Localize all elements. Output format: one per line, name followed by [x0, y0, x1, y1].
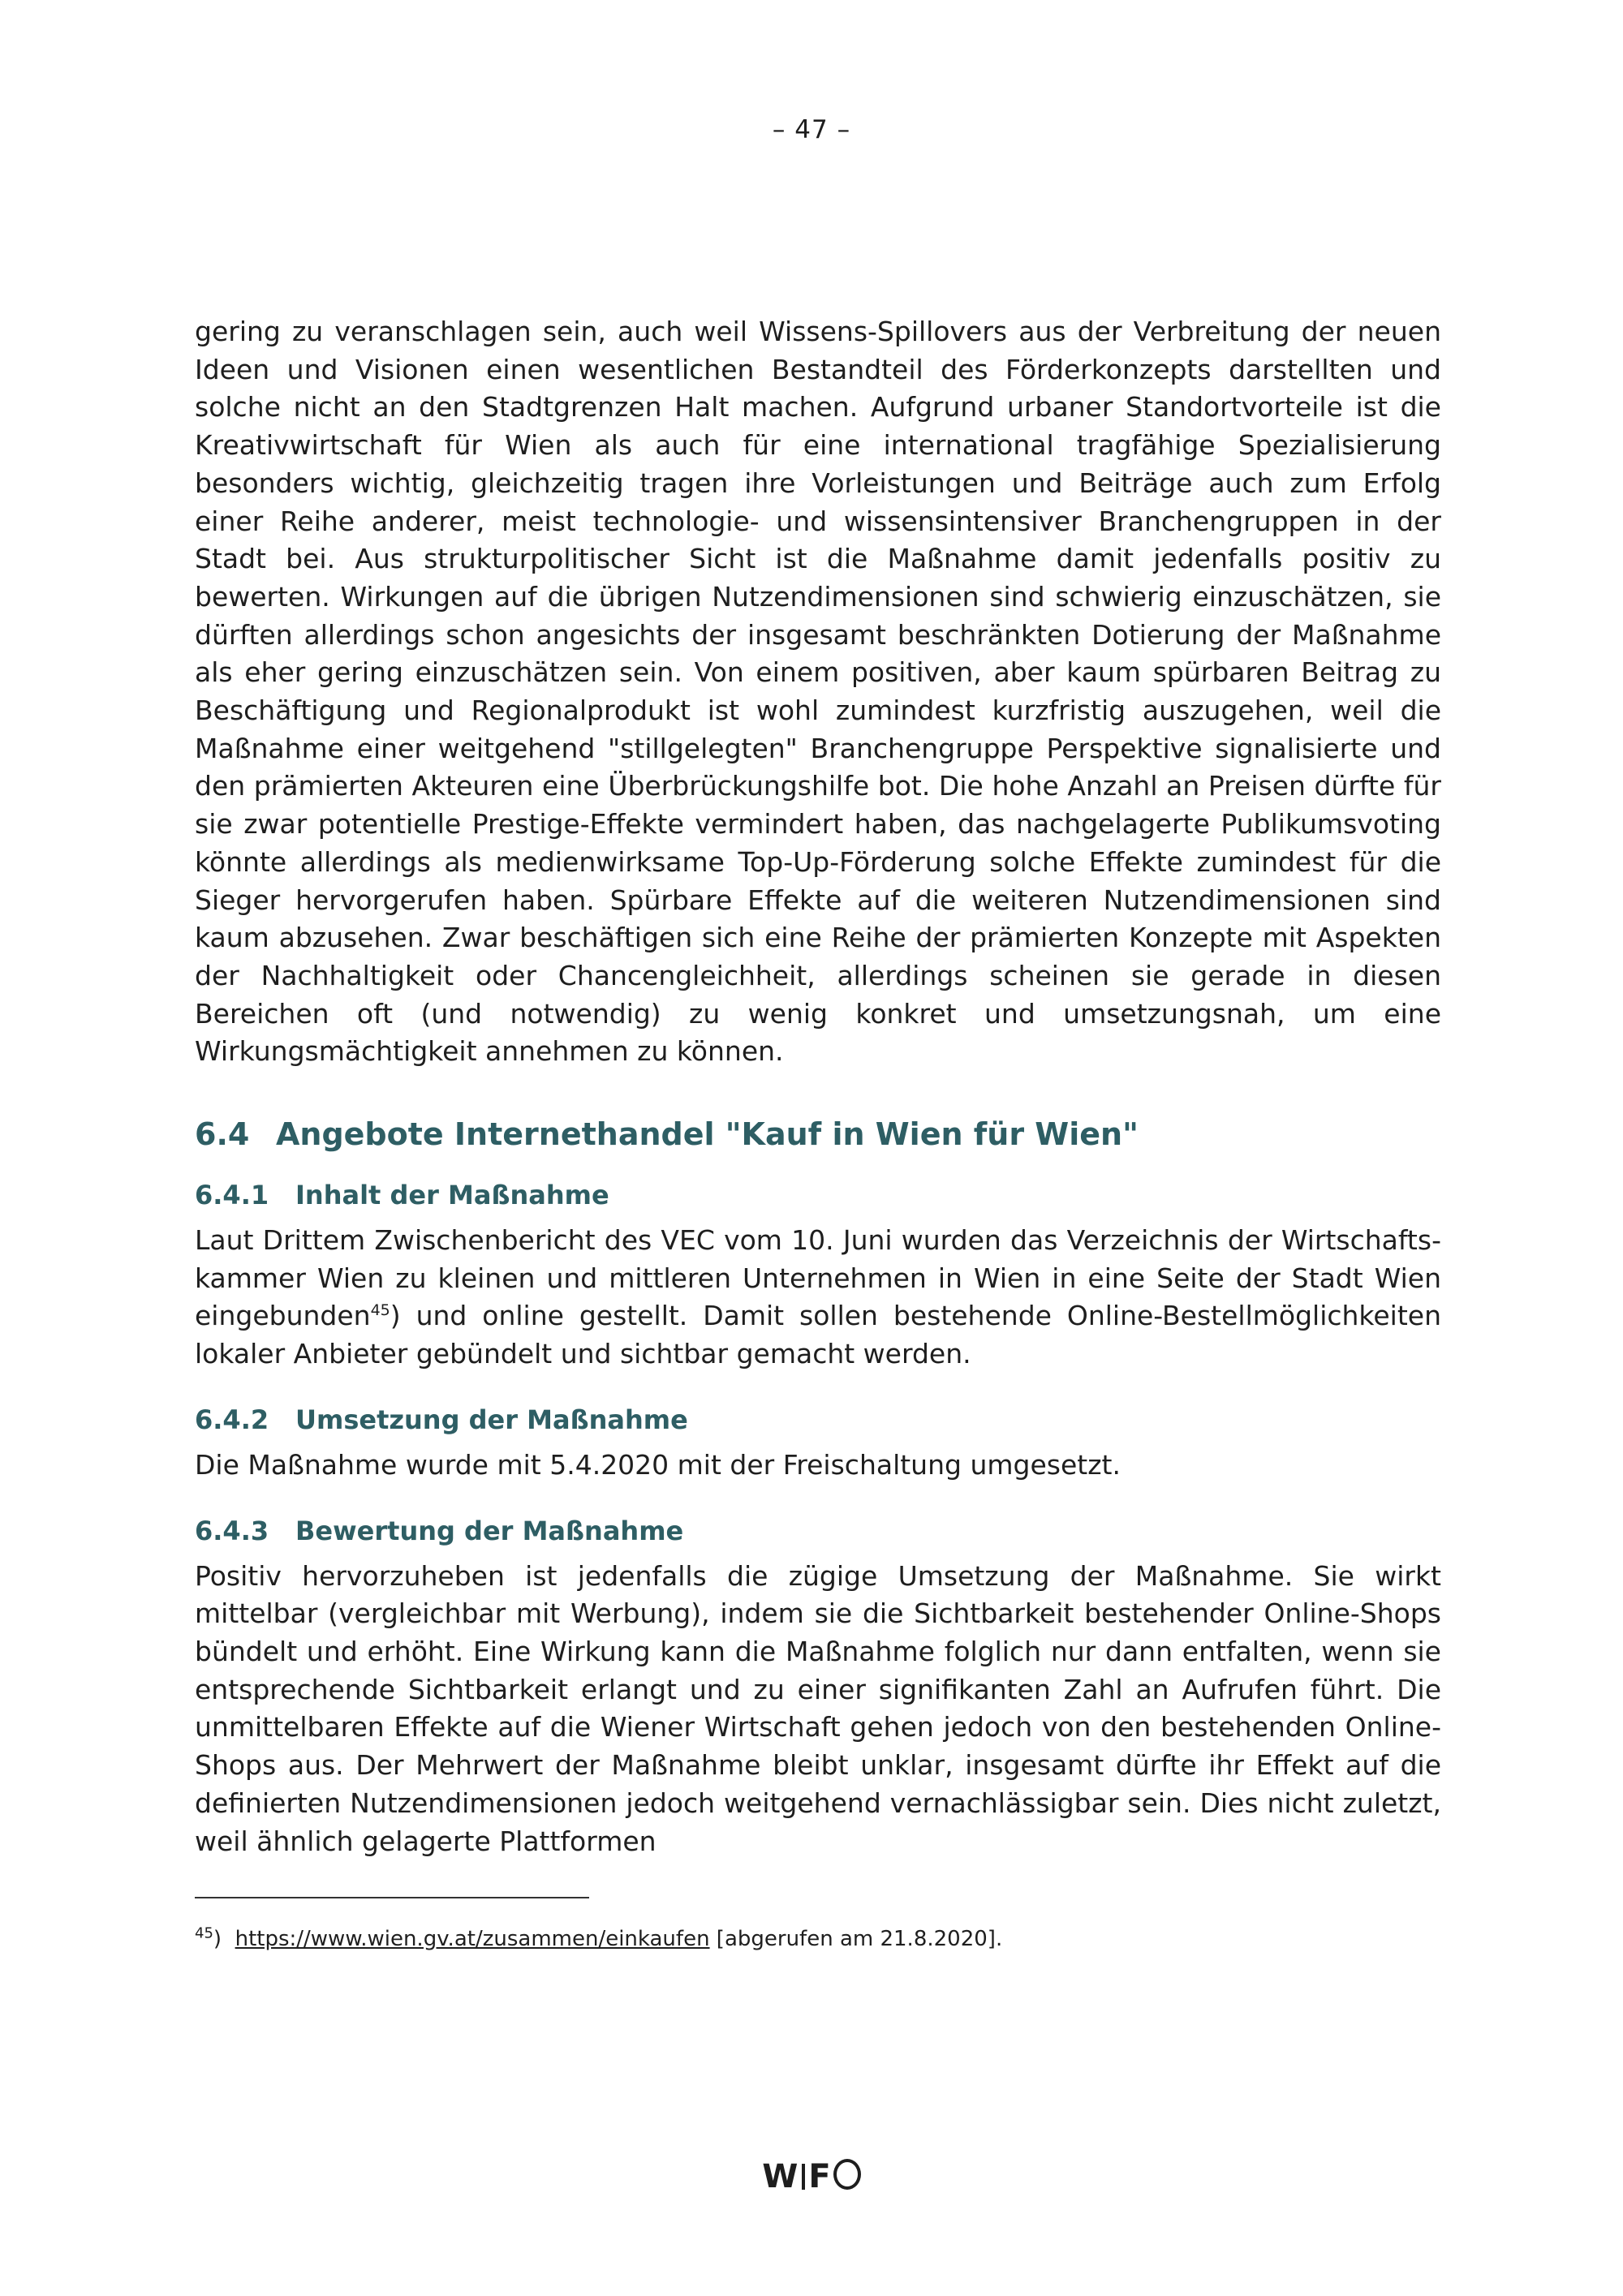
footnote-divider	[195, 1897, 589, 1898]
document-body	[195, 313, 1441, 1860]
subsection-title: Inhalt der Maßnahme	[295, 1180, 609, 1211]
section-heading-6-4	[195, 1113, 1441, 1155]
subsection-heading-6-4-2	[195, 1401, 1441, 1438]
footnote-paren: )	[213, 1927, 222, 1951]
logo-letter-f: F	[808, 2158, 832, 2195]
subsection-heading-6-4-3	[195, 1512, 1441, 1550]
bewertung-paragraph: Positiv hervorzuheben ist jedenfalls die zügige Umsetzung der Maßnahme. Sie wirkt mittelbar (vergleichbar mit Werbung), indem sie die Sichtbarkeit bestehender Online-Shops bündelt und erhöht. Eine Wirkung kann die Maßnahme folglich nur dann entfalten, wenn sie entsprechende Sichtbarkeit erlangt und zu einer signifikanten Zahl an Aufrufen führt. Die unmittelbaren Effekte auf die Wiener Wirtschaft gehen jedoch von den bestehenden Online-Shops aus. Der Mehrwert der Maßnahme bleibt unklar, insgesamt dürfte ihr Effekt auf die definierten Nutzendimensionen jedoch weitgehend vernachlässigbar sein. Dies nicht zuletzt, weil ähnlich gelagerte Plattformen	[195, 1559, 1441, 1857]
footnote-suffix: [abgerufen am 21.8.2020].	[709, 1927, 1003, 1951]
subsection-title: Bewertung der Maßnahme	[295, 1515, 684, 1546]
subsection-title: Umsetzung der Maßnahme	[295, 1404, 688, 1435]
inhalt-text: Laut Drittem Zwischenbericht des VEC vom 10. Juni wurden das Verzeichnis der Wirtschaftskammer Wien zu kleinen und mittleren Unternehmen in Wien in eine Seite der Stadt Wien eingebunden	[195, 1224, 1441, 1332]
subsection-heading-6-4-1	[195, 1176, 1441, 1214]
wifo-logo	[0, 2158, 1623, 2195]
inhalt-text-continued: ) und online gestellt. Damit sollen bestehende Online-Bestellmöglichkeiten lokaler Anbieter gebündelt und sichtbar gemacht werden.	[195, 1300, 1441, 1370]
footnote-reference[interactable]: 45	[370, 1301, 390, 1320]
logo-ring-o	[833, 2159, 861, 2190]
subsection-number: 6.4.2	[195, 1404, 269, 1435]
footnote	[195, 1924, 1002, 1954]
umsetzung-paragraph: Die Maßnahme wurde mit 5.4.2020 mit der Freischaltung umgesetzt.	[195, 1448, 1121, 1481]
page-number: – 47 –	[772, 115, 851, 144]
subsection-number: 6.4.1	[195, 1180, 269, 1211]
inhalt-paragraph	[195, 1222, 1441, 1374]
intro-paragraph: gering zu veranschlagen sein, auch weil Wissens-Spillovers aus der Verbreitung der neuen Ideen und Visionen einen wesentlichen Bestandteil des Förderkonzepts darstellten und solche nicht an den Stadtgrenzen Halt machen. Aufgrund urbaner Standortvorteile ist die Kreativwirtschaft für Wien als auch für eine international tragfähige Spezialisierung besonders wichtig, gleichzeitig tragen ihre Vorleistungen und Beiträge auch zum Erfolg einer Reihe anderer, meist technologie- und wissensintensiver Branchengruppen in der Stadt bei. Aus strukturpolitischer Sicht ist die Maßnahme damit jedenfalls positiv zu bewerten. Wirkungen auf die übrigen Nutzendimensionen sind schwierig einzuschätzen, sie dürften allerdings schon angesichts der insgesamt beschränkten Dotierung der Maßnahme als eher gering einzuschätzen sein. Von einem positiven, aber kaum spürbaren Beitrag zu Beschäftigung und Regionalprodukt ist wohl zumindest kurzfristig auszugehen, weil die Maßnahme einer weitgehend "stillgelegten" Branchengruppe Perspektive signalisierte und den prämierten Akteuren eine Überbrückungshilfe bot. Die hohe Anzahl an Preisen dürfte für sie zwar potentielle Prestige-Effekte vermindert haben, das nachgelagerte Publikumsvoting könnte allerdings als medienwirksame Top-Up-Förderung solche Effekte zumindest für die Sieger hervorgerufen haben. Spürbare Effekte auf die weiteren Nutzendimensionen sind kaum abzusehen. Zwar beschäftigen sich eine Reihe der prämierten Konzepte mit Aspekten der Nachhaltigkeit oder Chancengleichheit, allerdings scheinen sie gerade in diesen Bereichen oft (und notwendig) zu wenig konkret und umsetzungsnah, um eine Wirkungsmächtigkeit annehmen zu können.	[195, 316, 1441, 1068]
section-number: 6.4	[195, 1116, 250, 1153]
section-title: Angebote Internethandel "Kauf in Wien für Wien"	[276, 1116, 1139, 1153]
footnote-link[interactable]: https://www.wien.gv.at/zusammen/einkaufen	[235, 1927, 710, 1951]
logo-bar-i	[802, 2164, 805, 2190]
subsection-number: 6.4.3	[195, 1515, 269, 1546]
logo-letter-w: W	[762, 2158, 799, 2195]
footnote-mark: 45	[195, 1924, 213, 1942]
